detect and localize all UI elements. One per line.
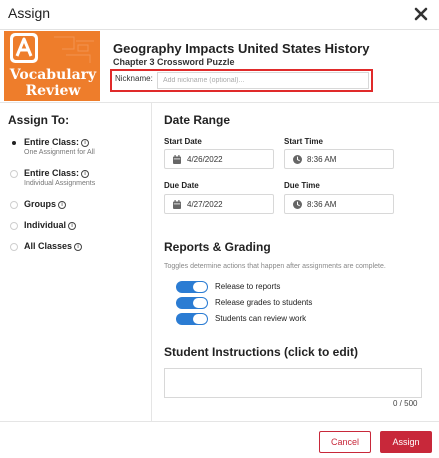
review-work-toggle[interactable] <box>176 313 208 325</box>
top-divider <box>0 102 439 103</box>
assignment-subtitle: Chapter 3 Crossword Puzzle <box>113 57 235 67</box>
start-time-value: 8:36 AM <box>307 155 337 164</box>
assign-button[interactable]: Assign <box>380 431 432 453</box>
nickname-row <box>110 69 373 92</box>
thumbnail-line1: Vocabulary <box>9 67 97 83</box>
release-grades-toggle[interactable] <box>176 297 208 309</box>
option-label: Groups <box>24 199 57 209</box>
calendar-icon <box>173 200 181 209</box>
option-label: Entire Class: <box>24 168 80 178</box>
instructions-textarea[interactable] <box>164 368 422 398</box>
toggle-knob <box>193 282 207 292</box>
due-time-field[interactable] <box>284 194 394 214</box>
option-label: Entire Class: <box>24 137 80 147</box>
due-date-field[interactable] <box>164 194 274 214</box>
footer-divider <box>0 421 439 422</box>
column-divider <box>151 103 152 421</box>
character-counter: 0 / 500 <box>393 399 418 408</box>
due-date-value: 4/27/2022 <box>187 200 223 209</box>
modal-header <box>0 0 439 30</box>
toggle-label: Release grades to students <box>215 298 313 307</box>
radio-unselected[interactable] <box>10 170 18 178</box>
clock-icon <box>293 200 302 209</box>
reports-hint: Toggles determine actions that happen after assignments are complete. <box>164 263 386 270</box>
info-icon[interactable]: i <box>74 243 82 251</box>
assign-to-heading: Assign To: <box>8 113 70 127</box>
option-label: Individual <box>24 220 67 230</box>
toggle-label: Release to reports <box>215 282 281 291</box>
option-label: All Classes <box>24 241 73 251</box>
cancel-button[interactable]: Cancel <box>319 431 371 453</box>
radio-unselected[interactable] <box>10 201 18 209</box>
start-time-label: Start Time <box>284 137 323 146</box>
clock-icon <box>293 155 302 164</box>
date-range-heading: Date Range <box>164 113 231 127</box>
start-time-field[interactable] <box>284 149 394 169</box>
info-icon[interactable]: i <box>81 139 89 147</box>
release-reports-toggle[interactable] <box>176 281 208 293</box>
nickname-label: Nickname: <box>115 74 153 83</box>
calendar-icon <box>173 155 181 164</box>
modal-title: Assign <box>8 5 51 21</box>
due-date-label: Due Date <box>164 181 199 190</box>
instructions-heading[interactable]: Student Instructions (click to edit) <box>164 345 359 359</box>
option-sub: One Assignment for All <box>24 149 95 156</box>
info-icon[interactable]: i <box>81 170 89 178</box>
letter-a-badge-icon <box>4 31 100 71</box>
toggle-knob <box>193 314 207 324</box>
assignment-title: Geography Impacts United States History <box>113 41 370 56</box>
radio-selected[interactable] <box>10 139 18 147</box>
reports-heading: Reports & Grading <box>164 240 271 254</box>
thumbnail-line2: Review <box>25 83 81 99</box>
start-date-field[interactable] <box>164 149 274 169</box>
start-date-label: Start Date <box>164 137 202 146</box>
start-date-value: 4/26/2022 <box>187 155 223 164</box>
toggle-label: Students can review work <box>215 314 307 323</box>
close-icon[interactable] <box>413 6 429 22</box>
toggle-knob <box>193 298 207 308</box>
due-time-label: Due Time <box>284 181 320 190</box>
info-icon[interactable]: i <box>68 222 76 230</box>
due-time-value: 8:36 AM <box>307 200 337 209</box>
assignment-thumbnail <box>4 31 100 101</box>
radio-unselected[interactable] <box>10 222 18 230</box>
nickname-input[interactable] <box>157 72 369 89</box>
info-icon[interactable]: i <box>58 201 66 209</box>
radio-unselected[interactable] <box>10 243 18 251</box>
option-sub: Individual Assignments <box>24 180 96 187</box>
